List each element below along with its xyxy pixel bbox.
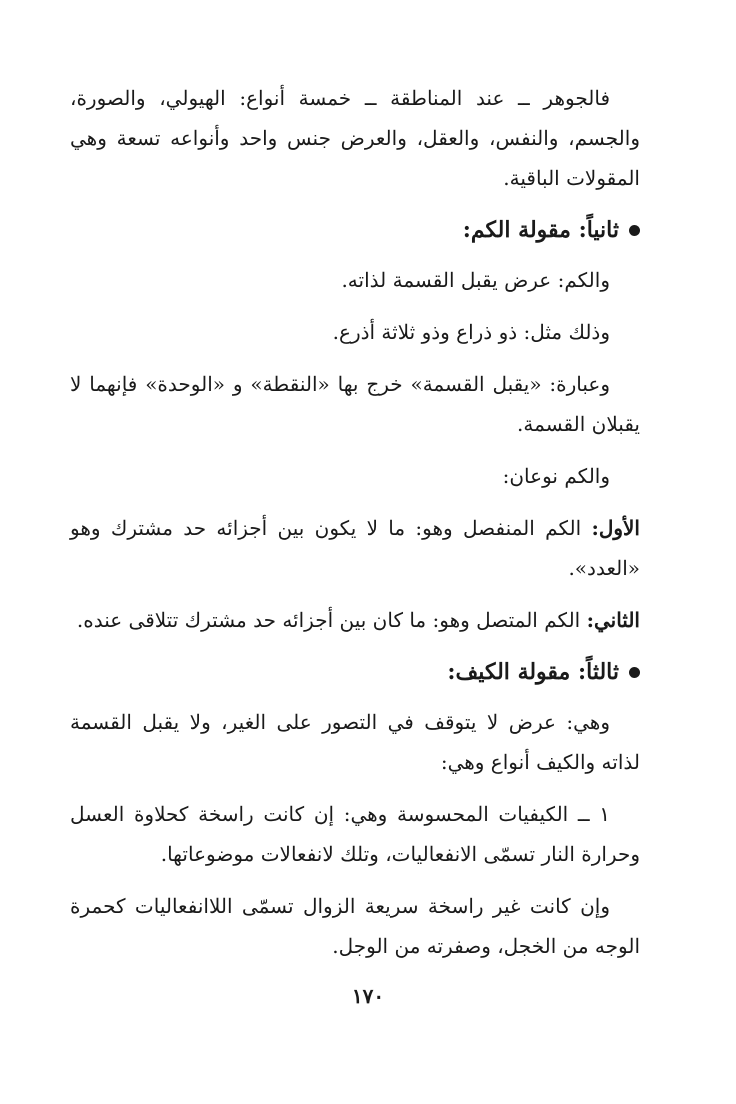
heading-quantity xyxy=(70,210,640,250)
paragraph-sensible-qualities: ١ ــ الكيفيات المحسوسة وهي: إن كانت راسخة كحلاوة العسل وحرارة النار تسمّى الانفعاليات، وتلك لانفعالات موضوعاتها. xyxy=(70,802,640,866)
page-body xyxy=(70,78,640,978)
discrete-quantity-text: الكم المنفصل وهو: ما لا يكون بين أجزائه حد مشترك وهو «العدد». xyxy=(70,516,640,580)
term-first: الأول: xyxy=(591,516,640,540)
paragraph-quantity-definition: والكم: عرض يقبل القسمة لذاته. xyxy=(341,268,610,292)
paragraph-quantity-phrase: وعبارة: «يقبل القسمة» خرج بها «النقطة» و «الوحدة» فإنهما لا يقبلان القسمة. xyxy=(70,372,640,436)
bullet-icon xyxy=(629,225,640,236)
paragraph-substance: فالجوهر ــ عند المناطقة ــ خمسة أنواع: الهيولي، والصورة، والجسم، والنفس، والعقل، والعرض جنس واحد وأنواعه تسعة وهي المقولات الباقية. xyxy=(70,86,640,190)
heading-quality-label: ثالثاً: مقولة الكيف: xyxy=(447,659,619,685)
heading-quantity-label: ثانياً: مقولة الكم: xyxy=(462,217,619,243)
heading-quality xyxy=(70,652,640,692)
continuous-quantity-text: الكم المتصل وهو: ما كان بين أجزائه حد مشترك تتلاقى عنده. xyxy=(76,608,581,632)
term-second: الثاني: xyxy=(586,608,640,632)
bullet-icon xyxy=(629,667,640,678)
paragraph-non-passive-qualities: وإن كانت غير راسخة سريعة الزوال تسمّى اللاانفعاليات كحمرة الوجه من الخجل، وصفرته من الوجل. xyxy=(70,894,640,958)
paragraph-quantity-types: والكم نوعان: xyxy=(502,464,610,488)
paragraph-continuous-quantity xyxy=(70,600,640,640)
page-number: ١٧٠ xyxy=(351,984,385,1008)
paragraph-quantity-example: وذلك مثل: ذو ذراع وذو ثلاثة أذرع. xyxy=(332,320,610,344)
paragraph-discrete-quantity xyxy=(70,508,640,588)
paragraph-quality-definition: وهي: عرض لا يتوقف في التصور على الغير، ولا يقبل القسمة لذاته والكيف أنواع وهي: xyxy=(70,710,640,774)
